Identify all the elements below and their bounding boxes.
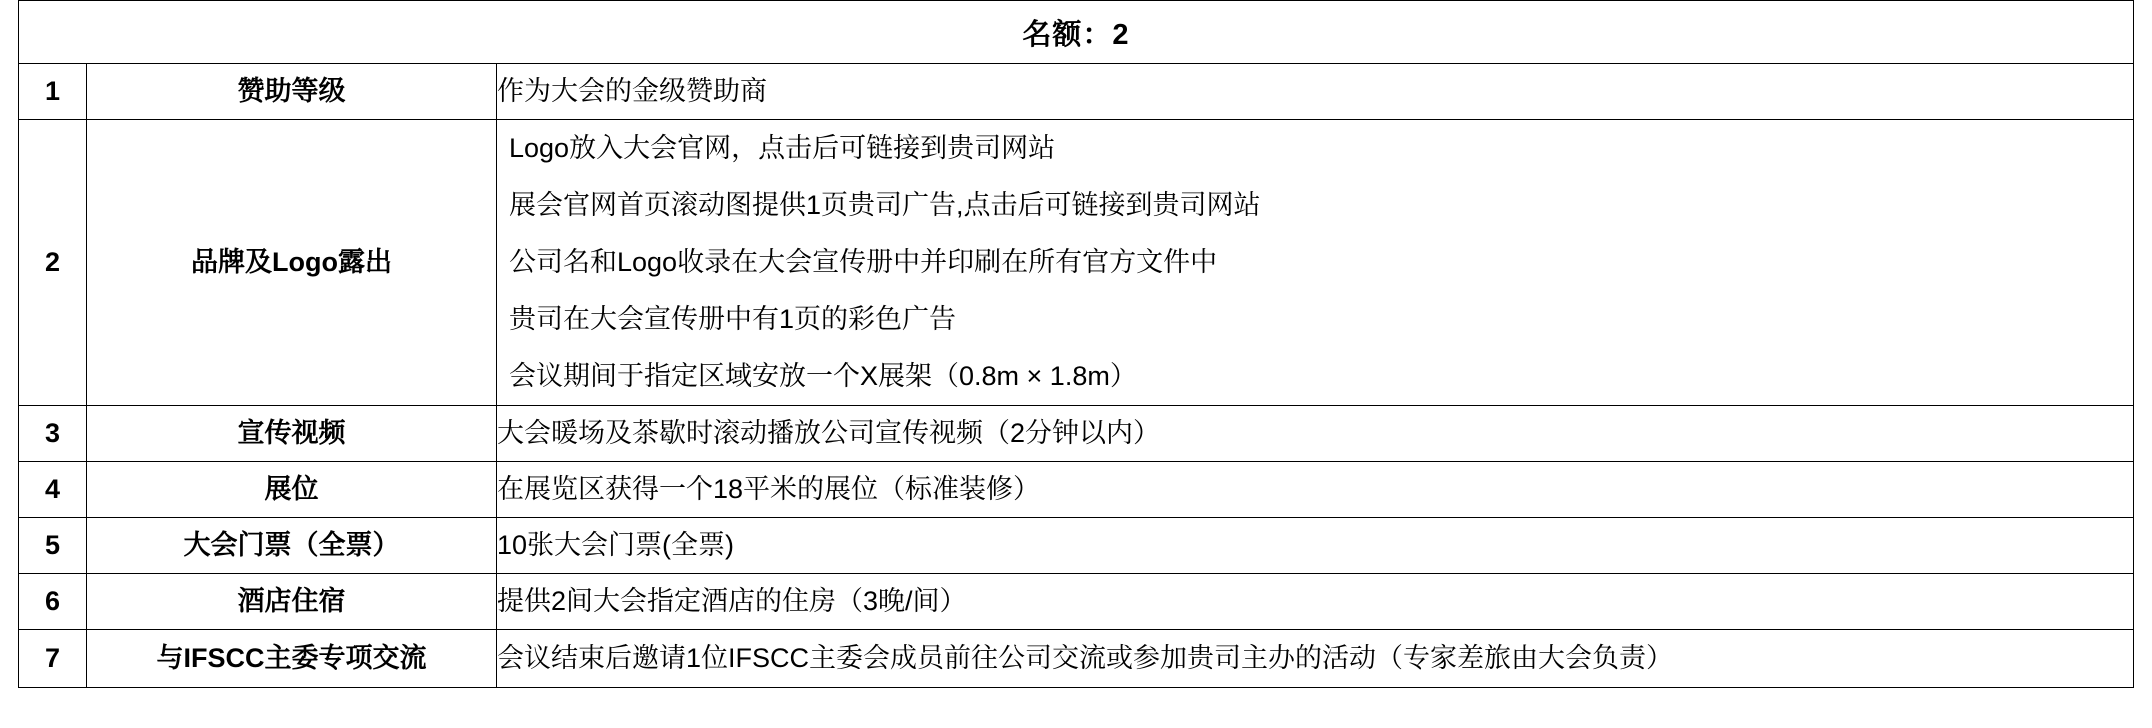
row-index: 1 bbox=[19, 64, 87, 120]
row-description: 提供2间大会指定酒店的住房（3晚/间） bbox=[497, 574, 2134, 630]
sponsorship-table bbox=[18, 0, 2134, 688]
row-description bbox=[497, 120, 2134, 406]
list-item: 会议期间于指定区域安放一个X展架（0.8m × 1.8m） bbox=[509, 360, 1137, 391]
table-row bbox=[19, 64, 2134, 120]
row-label: 大会门票（全票） bbox=[87, 518, 497, 574]
row-label: 展位 bbox=[87, 462, 497, 518]
package-quota-title: 名额：2 bbox=[19, 1, 2134, 64]
table-row bbox=[19, 120, 2134, 406]
row-label: 赞助等级 bbox=[87, 64, 497, 120]
table-row bbox=[19, 630, 2134, 688]
row-label: 品牌及Logo露出 bbox=[87, 120, 497, 406]
row-label: 宣传视频 bbox=[87, 406, 497, 462]
list-item: Logo放入大会官网，点击后可链接到贵司网站 bbox=[509, 132, 1056, 163]
list-item: 展会官网首页滚动图提供1页贵司广告,点击后可链接到贵司网站 bbox=[509, 189, 1261, 220]
row-index: 5 bbox=[19, 518, 87, 574]
table-title-row bbox=[19, 1, 2134, 64]
row-index: 2 bbox=[19, 120, 87, 406]
row-description: 作为大会的金级赞助商 bbox=[497, 64, 2134, 120]
row-description: 在展览区获得一个18平米的展位（标准装修） bbox=[497, 462, 2134, 518]
row-index: 6 bbox=[19, 574, 87, 630]
table-row bbox=[19, 518, 2134, 574]
table-row bbox=[19, 574, 2134, 630]
benefit-list bbox=[497, 120, 2133, 405]
list-item: 贵司在大会宣传册中有1页的彩色广告 bbox=[509, 303, 957, 334]
row-index: 7 bbox=[19, 630, 87, 688]
list-item: 公司名和Logo收录在大会宣传册中并印刷在所有官方文件中 bbox=[509, 246, 1218, 277]
table-row bbox=[19, 406, 2134, 462]
row-description: 10张大会门票(全票) bbox=[497, 518, 2134, 574]
row-description: 大会暖场及茶歇时滚动播放公司宣传视频（2分钟以内） bbox=[497, 406, 2134, 462]
row-index: 4 bbox=[19, 462, 87, 518]
row-label: 与IFSCC主委专项交流 bbox=[87, 630, 497, 688]
row-index: 3 bbox=[19, 406, 87, 462]
table-row bbox=[19, 462, 2134, 518]
row-label: 酒店住宿 bbox=[87, 574, 497, 630]
row-description: 会议结束后邀请1位IFSCC主委会成员前往公司交流或参加贵司主办的活动（专家差旅由大会负责） bbox=[497, 630, 2134, 688]
